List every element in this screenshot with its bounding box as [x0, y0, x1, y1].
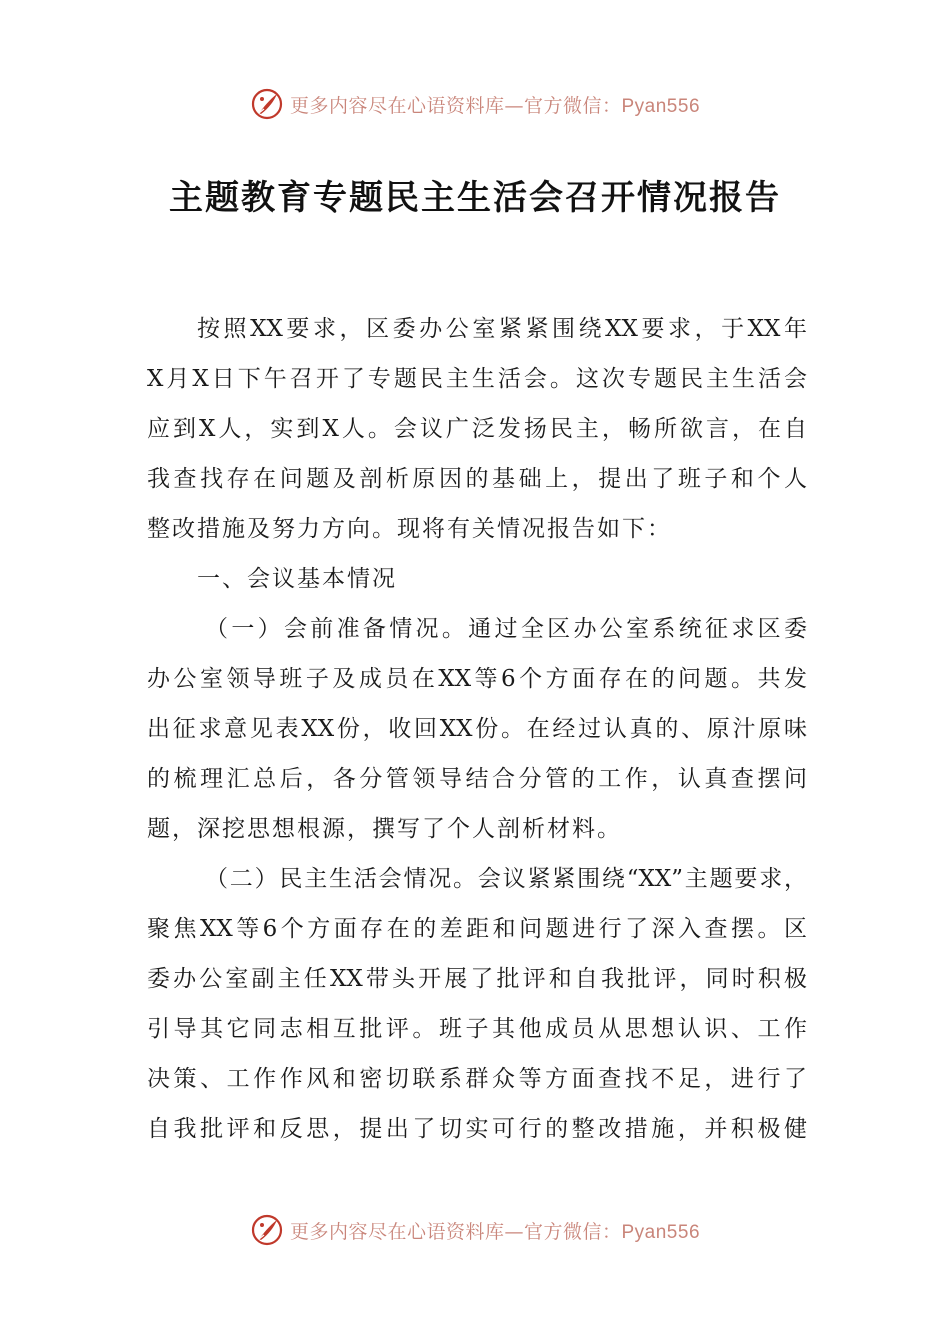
- body-line: 聚焦XX等6个方面存在的差距和问题进行了深入查摆。区: [147, 916, 807, 942]
- watermark-text: [290, 1217, 700, 1244]
- watermark-banner-bottom: [0, 1210, 950, 1250]
- body-line: 我查找存在问题及剖析原因的基础上，提出了班子和个人: [147, 466, 807, 492]
- body-line: （一）会前准备情况。通过全区办公室系统征求区委: [205, 616, 807, 642]
- section-heading: 一、会议基本情况: [197, 566, 397, 592]
- document-title: 主题教育专题民主生活会召开情况报告: [169, 178, 781, 218]
- quill-logo-icon: [250, 1213, 284, 1247]
- quill-logo-icon: [250, 87, 284, 121]
- body-line: 整改措施及努力方向。现将有关情况报告如下：: [147, 516, 672, 542]
- watermark-text-cn: 更多内容尽在心语资料库—官方微信：: [289, 94, 622, 117]
- watermark-banner-top: [0, 84, 950, 124]
- body-line: 决策、工作作风和密切联系群众等方面查找不足，进行了: [147, 1066, 807, 1092]
- body-line: X月X日下午召开了专题民主生活会。这次专题民主生活会: [147, 366, 807, 392]
- body-line: 题，深挖思想根源，撰写了个人剖析材料。: [147, 816, 622, 842]
- body-line: 自我批评和反思，提出了切实可行的整改措施，并积极健: [147, 1116, 807, 1142]
- body-line: 按照XX要求，区委办公室紧紧围绕XX要求，于XX年: [197, 316, 807, 342]
- body-line: 委办公室副主任XX带头开展了批评和自我批评，同时积极: [147, 966, 807, 992]
- watermark-text-cn: 更多内容尽在心语资料库—官方微信：: [289, 1220, 622, 1243]
- body-line: 应到X人，实到X人。会议广泛发扬民主，畅所欲言，在自: [147, 416, 807, 442]
- body-line: 出征求意见表XX份，收回XX份。在经过认真的、原汁原味: [147, 716, 807, 742]
- watermark-wechat-id: Pyan556: [621, 95, 701, 117]
- body-line: 引导其它同志相互批评。班子其他成员从思想认识、工作: [147, 1016, 807, 1042]
- body-line: （二）民主生活会情况。会议紧紧围绕“XX”主题要求，: [205, 866, 807, 892]
- document-body: [147, 304, 807, 1154]
- watermark-wechat-id: Pyan556: [621, 1221, 701, 1243]
- body-line: 办公室领导班子及成员在XX等6个方面存在的问题。共发: [147, 666, 807, 692]
- body-line: 的梳理汇总后，各分管领导结合分管的工作，认真查摆问: [147, 766, 807, 792]
- watermark-text: [290, 91, 700, 118]
